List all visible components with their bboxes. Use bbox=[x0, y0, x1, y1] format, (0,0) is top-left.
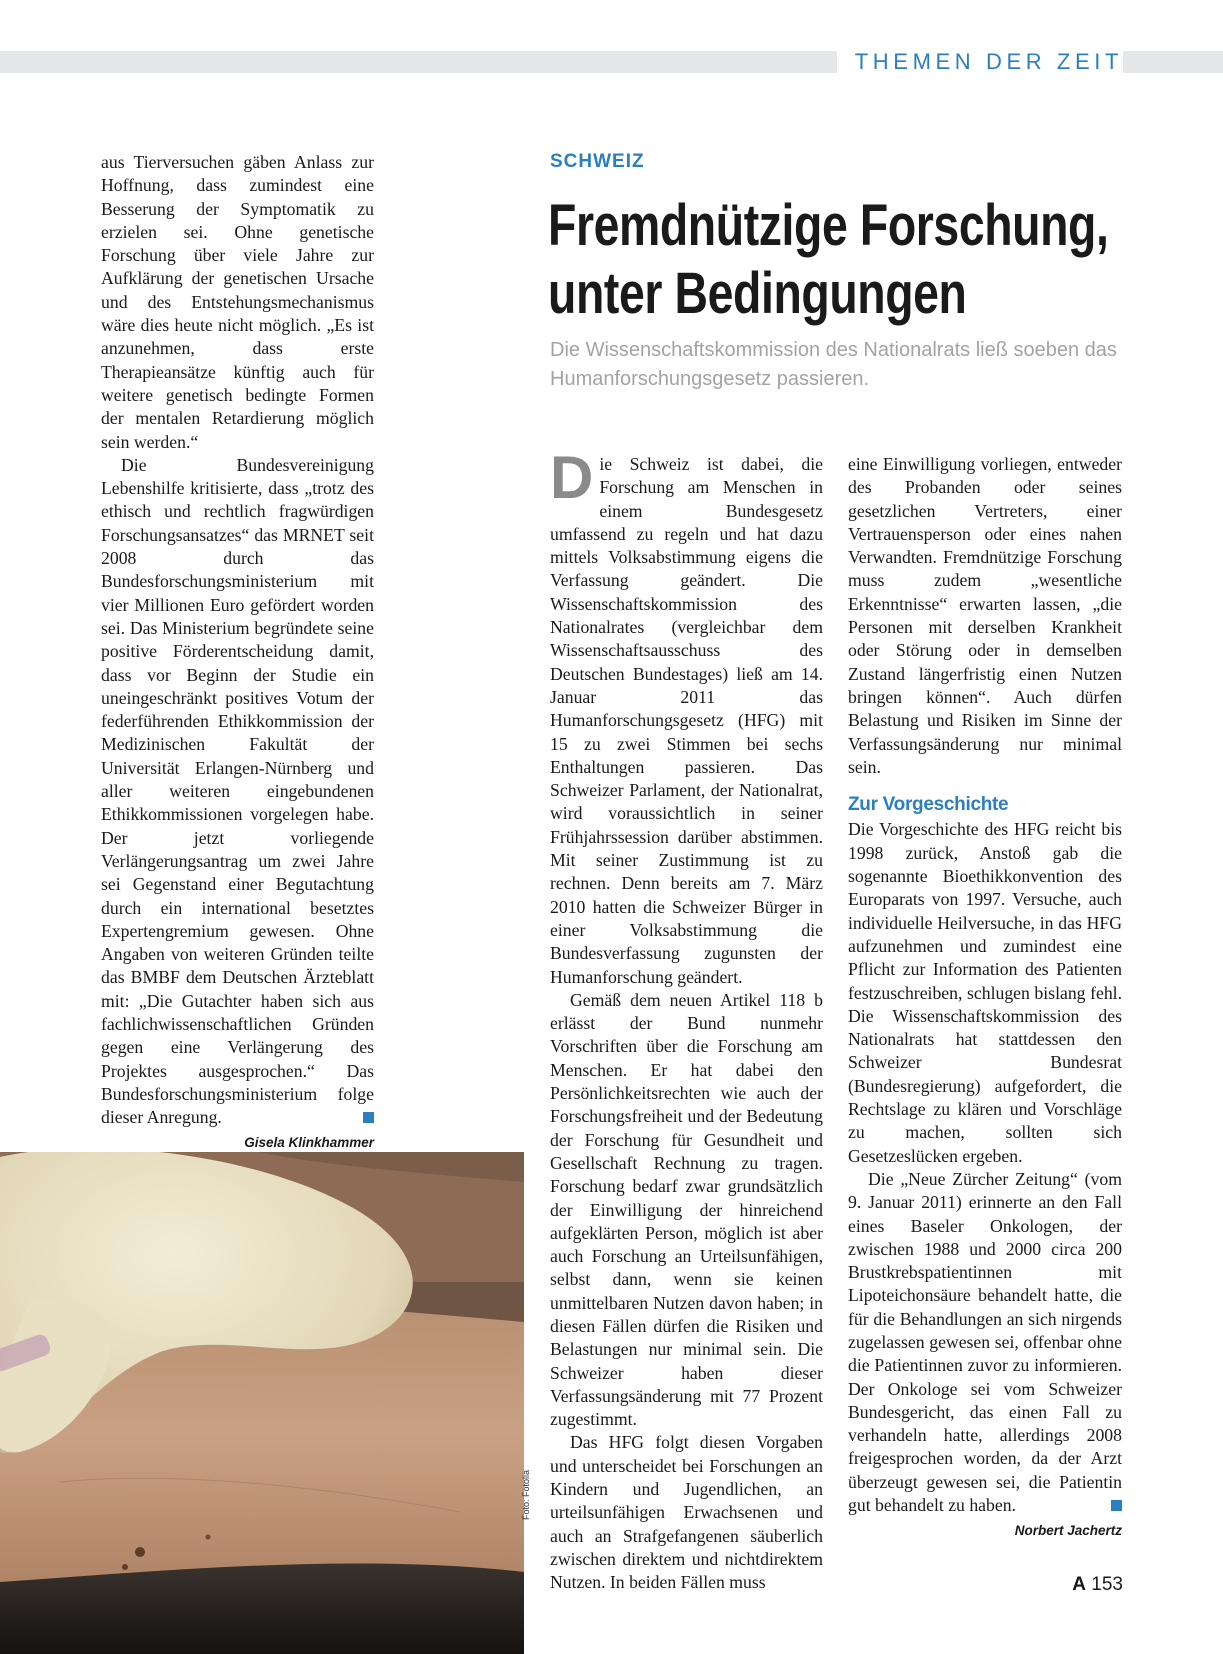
middle-paragraph-1: Die Schweiz ist dabei, die Forschung am Menschen in einem Bundesgesetz umfassend zu regeln und hat dazu mittels Volksabstimmung eigens die Verfassung geändert. Die Wissenschaftskommission des Nationalrates (vergleichbar dem Wissenschaftsausschuss des Deutschen Bundestages) ließ am 14. Januar 2011 das Humanforschungsgesetz (HFG) mit 15 zu zwei Stimmen bei sechs Enthaltungen passieren. Das Schweizer Parlament, der Nationalrat, wird voraussichtlich in seiner Frühjahrssession darüber abstimmen. Mit seiner Zustimmung ist zu rechnen. Denn bereits am 7. März 2010 hatten die Schweizer Bürger in einer Volksabstimmung die Bundesverfassung zugunsten der Humanforschung geändert. bbox=[550, 444, 823, 987]
headline-line-2: unter Bedingungen bbox=[548, 261, 967, 326]
middle-paragraph-3: Das HFG folgt diesen Vorgaben und unterscheidet bei Forschungen an Kindern und Jugendlichen, an urteilsunfähigen Erwachsenen und auch an Strafgefangenen säuberlich zwischen direktem und nichtdirektem Nutzen. In beiden Fällen muss bbox=[550, 1432, 823, 1593]
left-paragraph-1: aus Tierversuchen gäben Anlass zur Hoffnung, dass zumindest eine Besserung der Symptomatik zu erzielen sei. Ohne genetische Forschung über viele Jahre zur Aufklärung der genetischen Ursache und des Entstehungsmechanismus wäre dies heute nicht möglich. „Es ist anzunehmen, dass erste Therapieansätze künftig auch für weitere genetisch bedingte Formen der mentalen Retardierung möglich sein werden.“ bbox=[101, 152, 374, 452]
article-headline bbox=[548, 192, 1109, 328]
right-paragraph-1: eine Einwilligung vorliegen, entweder des Probanden oder seines gesetzlichen Vertreters, einer Vertrauensperson oder eines nahen Verwandten. Fremdnützige Forschung muss zudem „wesentliche Erkenntnisse“ erwarten lassen, „die Personen mit derselben Krankheit oder Störung oder in demselben Zustand längerfristig einen Nutzen bringen können“. Auch dürfen Belastung und Risiken im Sinne der Verfassungsänderung nur minimal sein. bbox=[848, 454, 1122, 777]
left-column bbox=[101, 151, 374, 1155]
end-mark-icon bbox=[1111, 1500, 1122, 1511]
article-photo bbox=[0, 1152, 524, 1654]
article-kicker: SCHWEIZ bbox=[550, 151, 645, 172]
author-right: Norbert Jachertz bbox=[1014, 1523, 1122, 1539]
right-paragraph-2: Die Vorgeschichte des HFG reicht bis 1998 zurück, Anstoß gab die sogenannte Bioethikkonvention des Europarats von 1997. Versuche, auch individuelle Heilversuche, in das HFG aufzunehmen und zumindest eine Pflicht zur Information des Patienten festzuschreiben, schlugen bislang fehl. Die Wissenschaftskommission des Nationalrats hat stattdessen den Schweizer Bundesrat (Bundesregierung) aufgefordert, die Rechtslage zu klären und Vorschläge zu machen, sollten sich Gesetzeslücken ergeben. bbox=[848, 819, 1122, 1166]
article-subtitle: Die Wissenschaftskommission des Nationalrats ließ soeben das Humanforschungsgesetz passieren. bbox=[550, 339, 1117, 390]
photo-arm-injection bbox=[0, 1152, 524, 1654]
author-left: Gisela Klinkhammer bbox=[244, 1135, 374, 1151]
right-column bbox=[848, 453, 1122, 1543]
right-paragraph-3: Die „Neue Zürcher Zeitung“ (vom 9. Januar 2011) erinnerte an den Fall eines Baseler Onkologen, der zwischen 1988 und 2000 circa 200 Brustkrebspatientinnen mit Lipoteichonsäure behandelt hatte, die für die Behandlungen an sich nirgends zugelassen gewesen sei, offenbar ohne die Patientinnen zuvor zu informieren. Der Onkologe sei vom Schweizer Bundesgericht, das einen Fall zu verhandeln hatte, allerdings 2008 freigesprochen worden, da der Arzt überzeugt gewesen sei, die Patientin gut behandelt zu haben. bbox=[848, 1168, 1122, 1516]
end-mark-icon bbox=[363, 1112, 374, 1123]
subheading: Zur Vorgeschichte bbox=[848, 794, 1009, 816]
section-label: THEMEN DER ZEIT bbox=[837, 47, 1123, 77]
headline-line-1: Fremdnützige Forschung, bbox=[548, 193, 1109, 258]
middle-column bbox=[550, 444, 823, 1595]
middle-paragraph-2: Gemäß dem neuen Artikel 118 b erlässt der Bund nunmehr Vorschriften über die Forschung am Menschen. Er hat dabei den Persönlichkeitsrechten wie auch der Forschungsfreiheit und der Bedeutung der Forschung für Gesundheit und Gesellschaft Rechnung zu tragen. Forschung bedarf zwar grundsätzlich der Einwilligung der hinreichend aufgeklärten Person, möglich ist aber auch Forschung an Urteilsunfähigen, selbst dann, wenn sie keinen unmittelbaren Nutzen davon haben; in diesen Fällen dürfen die Risiken und Belastungen nur minimal sein. Die Schweizer haben dieser Verfassungsänderung mit 77 Prozent zugestimmt. bbox=[550, 989, 823, 1430]
left-paragraph-2: Die Bundesvereinigung Lebenshilfe kritisierte, dass „trotz des ethisch und rechtlich fragwürdigen Forschungsansatzes“ das MRNET seit 2008 durch das Bundesforschungsministerium mit vier Millionen Euro gefördert worden sei. Das Ministerium begründete seine positive Förderentscheidung damit, dass vor Beginn der Studie ein uneingeschränkt positives Votum der federführenden Ethikkommission der Medizinischen Fakultät der Universität Erlangen-Nürnberg und aller weiteren eingebundenen Ethikkommissionen vorgelegen habe. Der jetzt vorliegende Verlängerungsantrag um zwei Jahre sei Gegenstand einer Begutachtung durch ein international besetztes Expertengremium gewesen. Ohne Angaben von weiteren Gründen teilte das BMBF dem Deutschen Ärzteblatt mit: „Die Gutachter haben sich aus fachlichwissenschaftlichen Gründen gegen eine Verlängerung des Projektes ausgesprochen.“ Das Bundesforschungsministerium folge dieser Anregung. bbox=[101, 454, 374, 1128]
page-number: A 153 bbox=[1072, 1574, 1123, 1595]
dropcap: D bbox=[550, 444, 594, 511]
photo-credit: Foto: Fotolia bbox=[521, 1469, 531, 1520]
